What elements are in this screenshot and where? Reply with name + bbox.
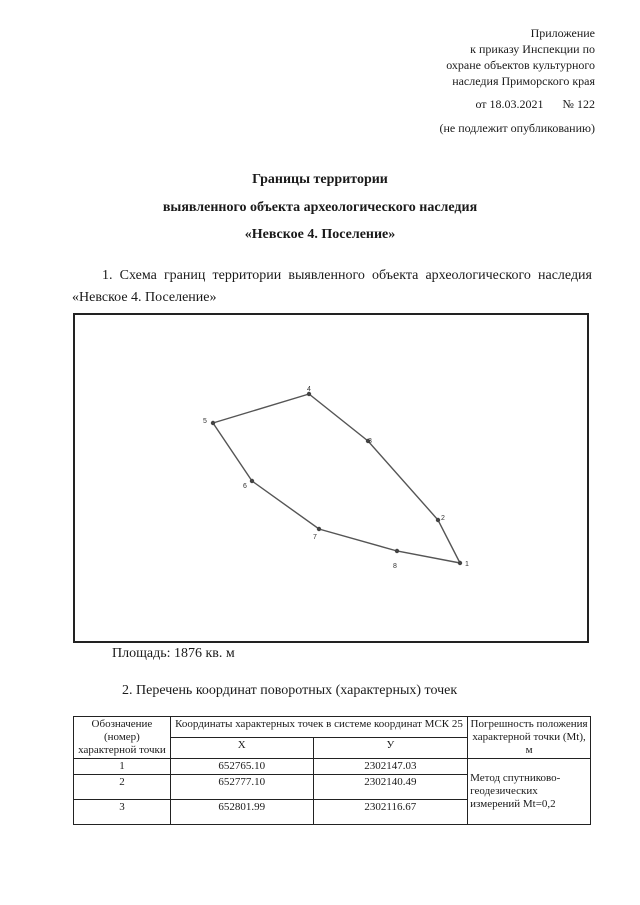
boundary-point-label: 3: [368, 438, 372, 445]
document-title-line-3: «Невское 4. Поселение»: [244, 227, 396, 242]
cell-x: 652777.10: [170, 775, 313, 800]
publication-note: (не подлежит опубликованию): [439, 121, 595, 135]
document-title-line-1: Границы территории: [252, 172, 388, 187]
section-1-heading: 1. Схема границ территории выявленного объекта археологического наследия «Невское 4. Поселение»: [72, 268, 592, 305]
document-title-line-2: выявленного объекта археологического наследия: [162, 200, 478, 215]
cell-y: 2302116.67: [313, 800, 468, 825]
appendix-header: [335, 25, 595, 89]
boundary-point-label: 6: [243, 483, 247, 490]
order-date: от 18.03.2021: [475, 97, 544, 111]
order-number: № 122: [562, 97, 595, 111]
cell-x: 652801.99: [170, 800, 313, 825]
boundary-point-label: 1: [465, 561, 469, 568]
area-label: Площадь: 1876 кв. м: [112, 646, 235, 661]
header-coordinates: Координаты характерных точек в системе координат МСК 25: [170, 717, 467, 738]
header-line: охране объектов культурного: [446, 58, 595, 72]
header-error: Погрешность положения характерной точки (Mt), м: [468, 717, 591, 759]
header-y: У: [313, 738, 468, 759]
cell-method: Метод спутниково-геодезических измерений Mt=0,2: [468, 759, 591, 825]
boundary-point-marker: [458, 561, 462, 565]
boundary-point-label: 4: [307, 386, 311, 393]
header-line: Приложение: [530, 26, 595, 40]
boundary-point-marker: [211, 421, 215, 425]
coordinates-table: [73, 716, 591, 825]
cell-x: 652765.10: [170, 759, 313, 775]
boundary-point-marker: [250, 479, 254, 483]
cell-y: 2302140.49: [313, 775, 468, 800]
header-point: Обозначение (номер) характерной точки: [74, 717, 171, 759]
section-2-heading: 2. Перечень координат поворотных (характерных) точек: [122, 683, 458, 698]
cell-point: 3: [74, 800, 171, 825]
boundary-point-marker: [317, 527, 321, 531]
table-header-row: [74, 717, 591, 738]
boundary-point-label: 8: [393, 563, 397, 570]
boundary-scheme: [73, 313, 589, 643]
boundary-point-label: 2: [441, 515, 445, 522]
table-row: [74, 759, 591, 775]
boundary-polygon-svg: [75, 315, 587, 641]
cell-y: 2302147.03: [313, 759, 468, 775]
boundary-polygon: [213, 394, 460, 563]
boundary-point-label: 5: [203, 418, 207, 425]
header-line: наследия Приморского края: [452, 74, 595, 88]
boundary-point-marker: [395, 549, 399, 553]
cell-point: 2: [74, 775, 171, 800]
header-x: Х: [170, 738, 313, 759]
boundary-point-marker: [436, 518, 440, 522]
boundary-point-label: 7: [313, 534, 317, 541]
cell-point: 1: [74, 759, 171, 775]
header-line: к приказу Инспекции по: [470, 42, 595, 56]
order-reference: [475, 97, 595, 112]
